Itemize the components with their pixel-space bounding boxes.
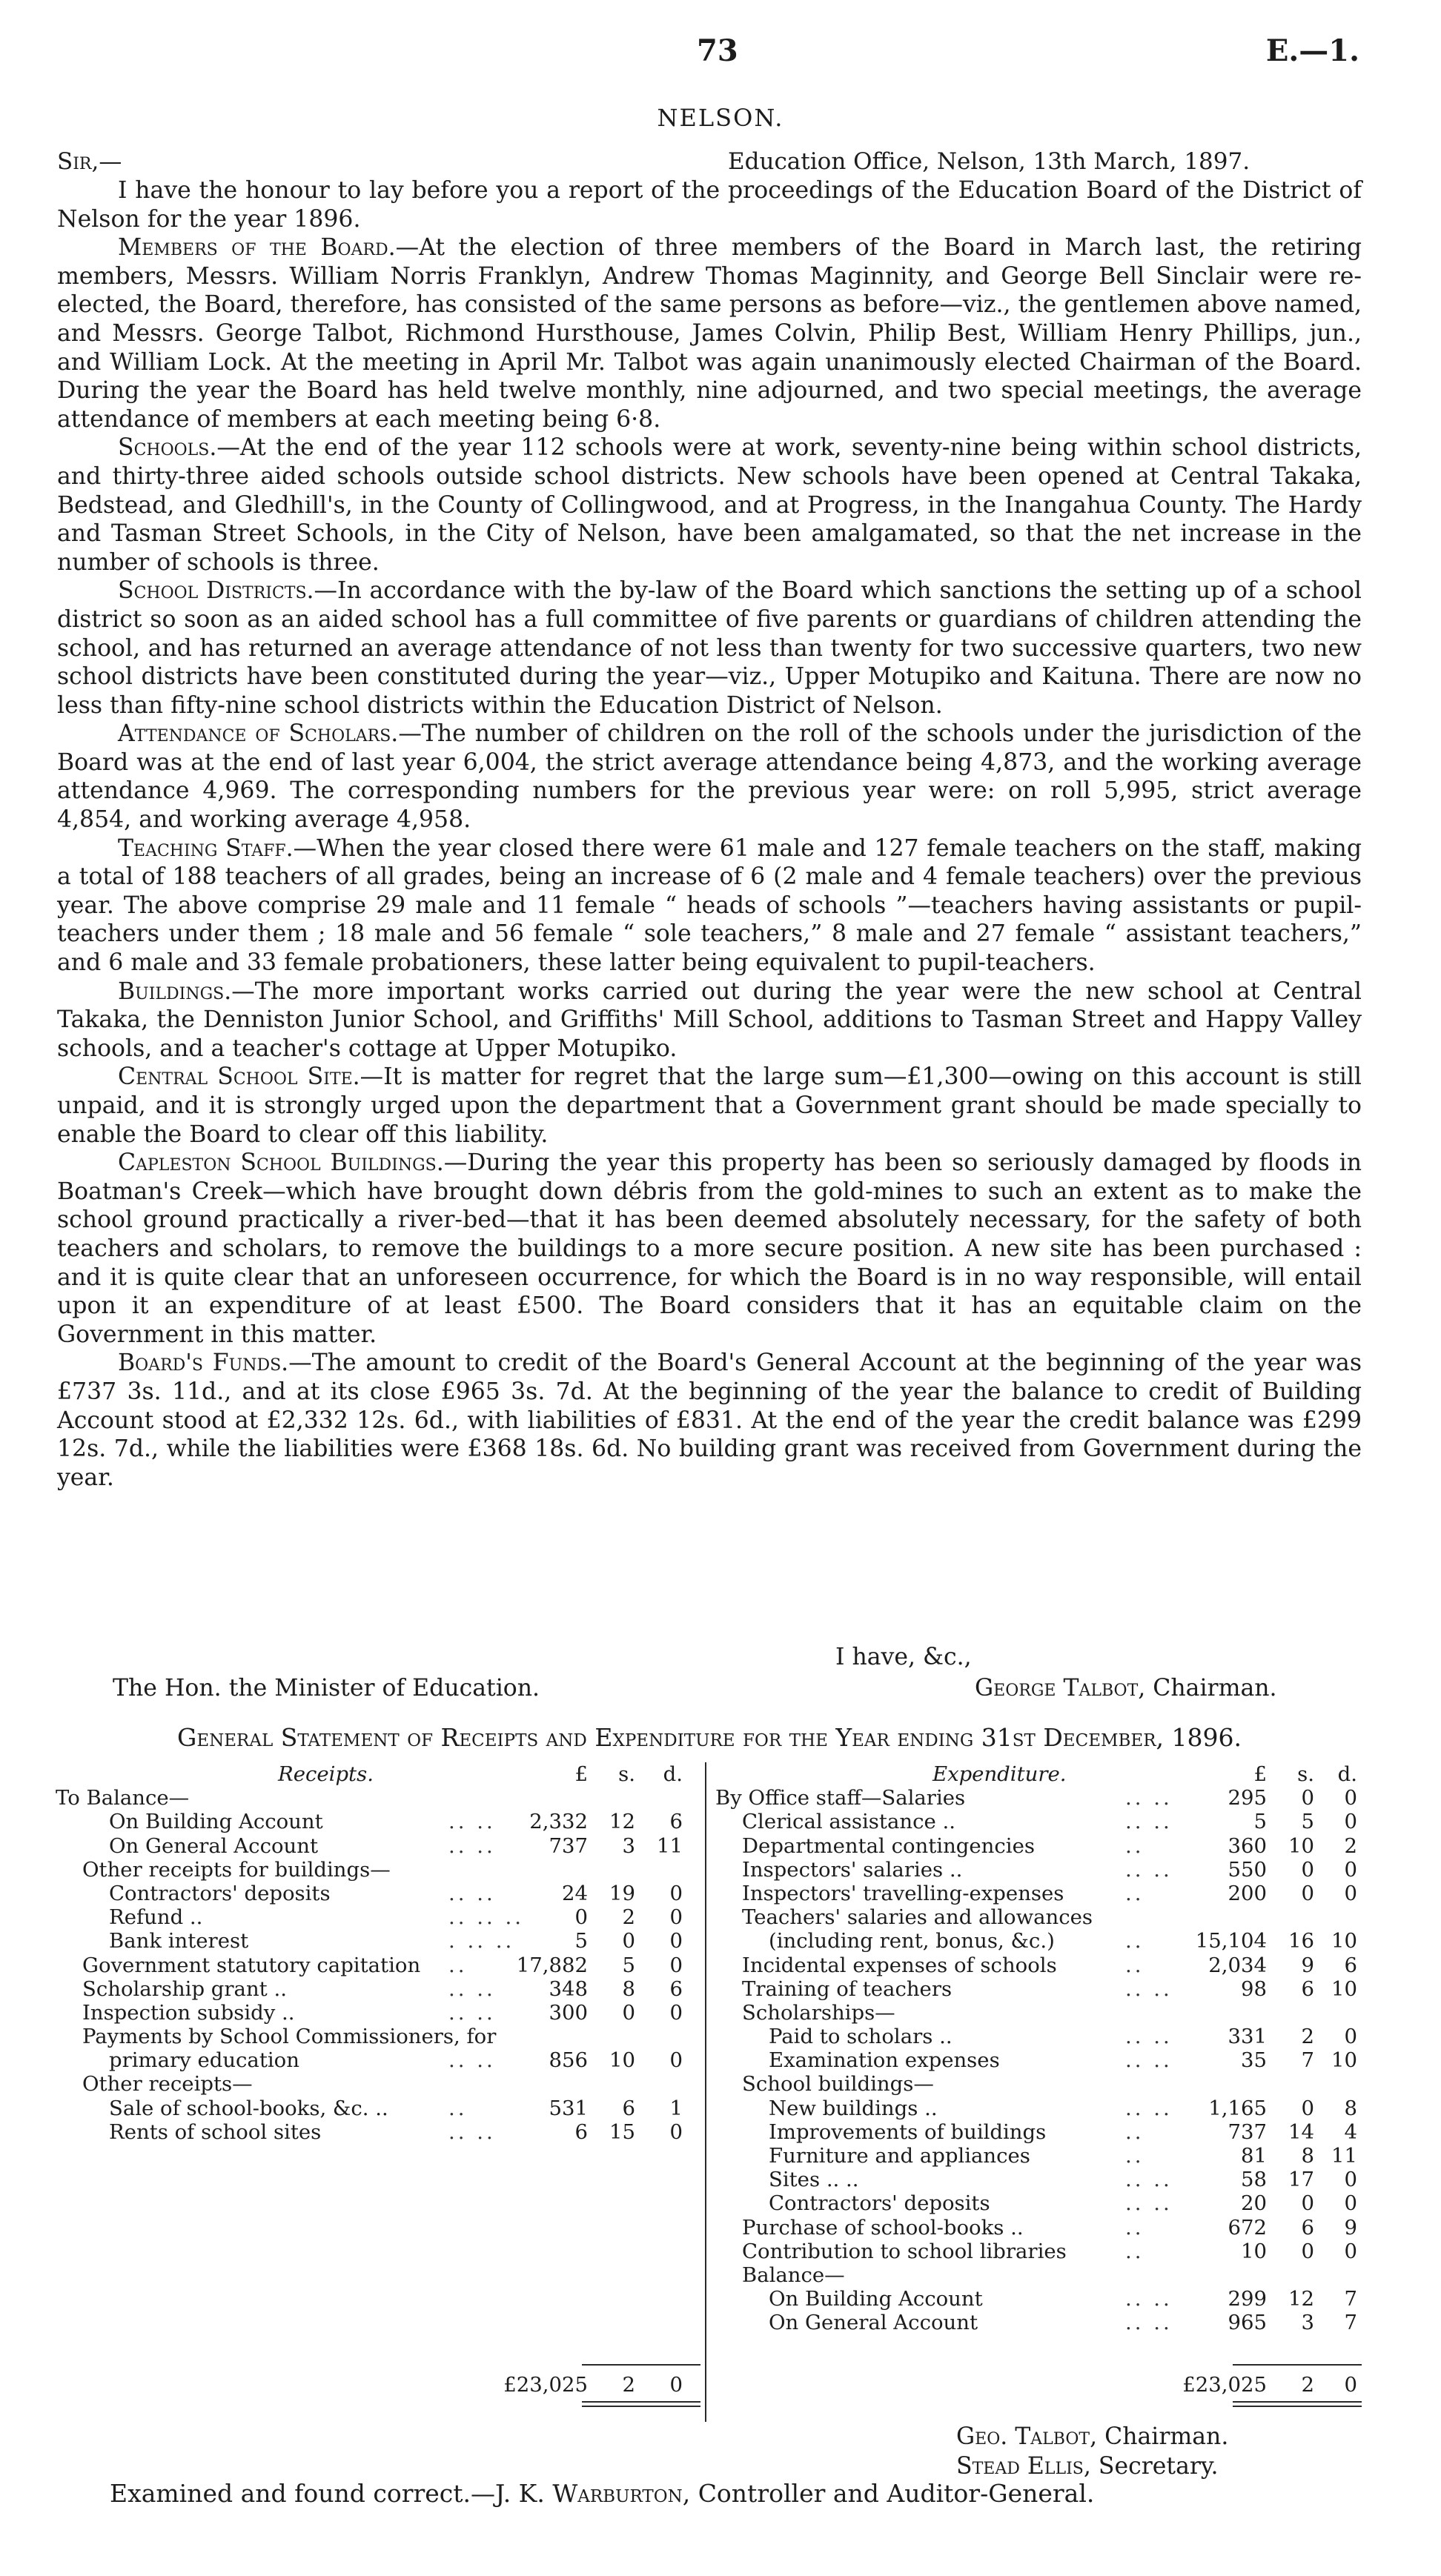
expenditure-total-pounds: £23,025 — [1182, 2373, 1267, 2397]
table-row — [56, 1882, 700, 1905]
closing-phrase: I have, &c., — [835, 1644, 972, 1670]
row-label: Sale of school-books, &c. .. — [109, 2096, 388, 2120]
statement-signatures — [956, 2422, 1371, 2481]
letter-closing — [57, 1644, 1362, 1725]
shillings-cell: 6 — [622, 2096, 635, 2120]
shillings-cell: 8 — [622, 1976, 635, 2001]
salutation: Sir,— — [57, 148, 122, 175]
row-label: Training of teachers — [742, 1976, 953, 2001]
shillings-cell: 2 — [1301, 2025, 1314, 2049]
section-paragraph — [57, 577, 1362, 720]
table-row — [714, 1834, 1362, 1858]
pence-header: d. — [663, 1762, 683, 1786]
table-row — [56, 1977, 700, 2001]
shillings-header: s. — [618, 1762, 635, 1786]
letter-signature — [975, 1675, 1277, 1702]
expenditure-total-row — [714, 2370, 1362, 2400]
table-row — [56, 2048, 700, 2072]
section-heading: Teaching Staff. — [118, 834, 294, 862]
section-heading: Schools. — [118, 434, 217, 462]
row-label: Rents of school sites — [109, 2119, 322, 2144]
section-paragraph — [57, 1149, 1362, 1349]
pounds-cell: 348 — [549, 1976, 588, 2001]
pence-cell: 8 — [1344, 2096, 1357, 2120]
table-row — [56, 1953, 700, 1977]
table-row — [56, 1834, 700, 1858]
leader-dots: . .. .. — [448, 1929, 515, 1953]
section-paragraph — [57, 1349, 1362, 1492]
leader-dots: .. .. — [448, 2119, 496, 2144]
row-label: primary education — [109, 2048, 299, 2073]
row-label: Improvements of buildings — [769, 2119, 1047, 2144]
auditor-name: Warburton, — [552, 2479, 691, 2508]
pounds-cell: 17,882 — [516, 1953, 588, 1977]
row-label: By Office staff—Salaries — [715, 1786, 966, 1810]
receipts-header: Receipts. — [278, 1762, 374, 1786]
row-label: Refund .. — [109, 1905, 203, 1930]
pounds-cell: 20 — [1241, 2191, 1267, 2216]
signatory-name: Geo. Talbot, — [956, 2423, 1098, 2450]
leader-dots: .. .. — [1125, 2168, 1173, 2192]
row-label: On General Account — [109, 1833, 318, 1858]
table-row — [714, 2168, 1362, 2191]
table-row — [714, 2120, 1362, 2144]
section-text: —The more important works carried out during the year were the new school at Central Takaka, the Denniston Junior School, and Griffiths' Mill School, additions to Tasman Street and Happy Valley schools, and a teacher's cottage at Upper Motupiko. — [57, 977, 1362, 1062]
pounds-cell: 35 — [1241, 2048, 1267, 2073]
shillings-cell: 8 — [1301, 2144, 1314, 2168]
row-label: Other receipts for buildings— — [82, 1857, 391, 1882]
table-row — [56, 2097, 700, 2120]
section-paragraph — [57, 1063, 1362, 1149]
shillings-cell: 9 — [1301, 1953, 1314, 1977]
shillings-cell: 0 — [1301, 1857, 1314, 1882]
signatory-role: Secretary. — [1098, 2453, 1219, 2480]
table-row — [714, 1929, 1362, 1953]
leader-dots: .. .. — [1125, 2025, 1173, 2049]
section-text: —At the end of the year 112 schools were at work, seventy-nine being within school districts, and thirty-three aided schools outside school districts. New schools have been opened at Central Takaka, Bedstead, and Gledhill's, in the County of Collingwood, and at Progress, in the Inangahua County. The Hardy and Tasman Street Schools, in the City of Nelson, have been amalgamated, so that the net increase in the number of schools is three. — [57, 434, 1362, 576]
row-label: Balance— — [742, 2263, 845, 2287]
table-row — [714, 1810, 1362, 1833]
page-header — [0, 30, 1441, 74]
pounds-cell: 856 — [549, 2048, 588, 2073]
row-label: Teachers' salaries and allowances — [742, 1905, 1093, 1930]
pounds-cell: 360 — [1228, 1833, 1267, 1858]
table-row — [714, 1977, 1362, 2001]
shillings-cell: 2 — [622, 1905, 635, 1930]
leader-dots: .. .. — [448, 1810, 496, 1834]
dateline: Education Office, Nelson, 13th March, 1897. — [728, 148, 1250, 175]
shillings-cell: 5 — [1301, 1810, 1314, 1834]
pence-cell: 9 — [1344, 2215, 1357, 2240]
receipts-double-rule — [582, 2401, 700, 2403]
row-label: Contractors' deposits — [769, 2191, 990, 2216]
pounds-cell: 737 — [549, 1833, 588, 1858]
expenditure-double-rule — [1233, 2401, 1362, 2403]
shillings-cell: 0 — [622, 1929, 635, 1953]
row-label: Government statutory capitation — [82, 1953, 421, 1977]
receipts-total-row — [56, 2370, 700, 2400]
table-row — [714, 1882, 1362, 1905]
table-row — [56, 2025, 700, 2048]
leader-dots: .. .. — [1125, 2287, 1173, 2311]
pounds-cell: 737 — [1228, 2119, 1267, 2144]
pounds-cell: 10 — [1241, 2239, 1267, 2263]
pounds-cell: 531 — [549, 2096, 588, 2120]
leader-dots: .. — [1125, 1881, 1144, 1905]
leader-dots: .. — [1125, 1833, 1144, 1858]
shillings-cell: 12 — [1288, 2287, 1314, 2311]
statement-title — [57, 1723, 1362, 1752]
table-row — [714, 2097, 1362, 2120]
section-heading: Attendance of Scholars. — [118, 720, 399, 748]
section-heading: Capleston School Buildings. — [118, 1149, 444, 1177]
pounds-cell: 299 — [1228, 2287, 1267, 2311]
section-heading: School Districts. — [118, 577, 314, 605]
table-row — [714, 2287, 1362, 2311]
row-label: Payments by School Commissioners, for — [82, 2025, 497, 2049]
shillings-cell: 3 — [1301, 2311, 1314, 2335]
row-label: Sites .. .. — [769, 2168, 859, 2192]
pence-cell: 4 — [1344, 2119, 1357, 2144]
expenditure-column — [714, 1762, 1362, 2397]
table-row — [714, 1953, 1362, 1977]
pounds-header: £ — [574, 1762, 588, 1786]
row-label: Scholarship grant .. — [82, 1976, 287, 2001]
table-row — [714, 2025, 1362, 2048]
table-row — [714, 2144, 1362, 2168]
statement-title-text: General Statement of Receipts and Expenditure for the Year ending 31st December, 1896. — [176, 1723, 1242, 1752]
pence-cell: 6 — [1344, 1953, 1357, 1977]
audit-line — [110, 2479, 1370, 2508]
section-heading: Central School Site. — [118, 1063, 360, 1091]
table-row — [56, 1929, 700, 1953]
signatory-role: Chairman. — [1104, 2423, 1229, 2450]
pounds-cell: 295 — [1228, 1786, 1267, 1810]
shillings-header: s. — [1297, 1762, 1314, 1786]
pence-cell: 7 — [1344, 2287, 1357, 2311]
pence-cell: 0 — [1344, 2168, 1357, 2192]
leader-dots: .. — [1125, 2239, 1144, 2263]
page-number: 73 — [697, 33, 738, 68]
section-text: —When the year closed there were 61 male and 127 female teachers on the staff, making a total of 188 teachers of all grades, being an increase of 6 (2 male and 4 female teachers) over the previous year. The above comprise 29 male and 11 female “ heads of schools ”—teachers having assistants or pupil-teachers under them ; 18 male and 56 female “ sole teachers,” 8 male and 27 female “ assistant teachers,” and 6 male and 33 female probationers, these latter being equivalent to pupil-teachers. — [57, 834, 1362, 977]
row-label: Furniture and appliances — [769, 2144, 1030, 2168]
row-label: Incidental expenses of schools — [742, 1953, 1057, 1977]
pence-cell: 0 — [1344, 2239, 1357, 2263]
section-paragraph — [57, 720, 1362, 834]
pence-cell: 7 — [1344, 2311, 1357, 2335]
expenditure-total-pence: 0 — [1344, 2373, 1357, 2397]
section-paragraph — [57, 977, 1362, 1063]
table-row — [714, 2263, 1362, 2287]
leader-dots: .. .. — [1125, 1857, 1173, 1882]
pounds-cell: 6 — [574, 2119, 588, 2144]
pounds-cell: 24 — [562, 1881, 588, 1905]
row-label: (including rent, bonus, &c.) — [769, 1929, 1055, 1953]
table-row — [714, 2001, 1362, 2025]
row-label: To Balance— — [56, 1786, 190, 1810]
pence-cell: 10 — [1331, 1929, 1357, 1953]
table-row — [56, 2072, 700, 2096]
pounds-cell: 200 — [1228, 1881, 1267, 1905]
row-label: Inspectors' salaries .. — [742, 1857, 963, 1882]
table-row — [714, 1905, 1362, 1929]
table-row — [714, 2072, 1362, 2096]
leader-dots: .. .. — [1125, 2048, 1173, 2073]
pounds-cell: 15,104 — [1195, 1929, 1267, 1953]
row-label: Paid to scholars .. — [769, 2025, 953, 2049]
pounds-cell: 0 — [574, 1905, 588, 1930]
table-row — [56, 2120, 700, 2144]
pence-cell: 0 — [669, 2000, 683, 2025]
shillings-cell: 0 — [1301, 2096, 1314, 2120]
row-label: On Building Account — [769, 2287, 983, 2311]
shillings-cell: 3 — [622, 1833, 635, 1858]
signatory-name: Stead Ellis, — [956, 2453, 1091, 2480]
leader-dots: .. — [1125, 1953, 1144, 1977]
table-row — [714, 2216, 1362, 2240]
section-text: —It is matter for regret that the large sum—£1,300—owing on this account is still unpaid, and it is strongly urged upon the department that a Government grant should be made specially to enable the Board to clear off this liability. — [57, 1063, 1362, 1148]
pence-cell: 0 — [1344, 1810, 1357, 1834]
leader-dots: .. .. — [1125, 2311, 1173, 2335]
shillings-cell: 7 — [1301, 2048, 1314, 2073]
section-text: —At the election of three members of the Board in March last, the retiring members, Messrs. William Norris Franklyn, Andrew Thomas Maginnity, and George Bell Sinclair were re-elected, the Board, therefore, has consisted of the same persons as before—viz., the gentlemen above named, and Messrs. George Talbot, Richmond Hursthouse, James Colvin, Philip Best, William Henry Phillips, jun., and William Lock. At the meeting in April Mr. Talbot was again unanimously elected Chairman of the Board. During the year the Board has held twelve monthly, nine adjourned, and two special meetings, the average attendance of members at each meeting being 6·8. — [57, 234, 1362, 433]
table-row — [56, 1810, 700, 1833]
section-heading: Buildings. — [118, 977, 232, 1005]
section-text: —In accordance with the by-law of the Board which sanctions the setting up of a school district so soon as an aided school has a full committee of five parents or guardians of children attending the school, and has returned an average attendance of not less than twenty for two successive quarters, two new school districts have been constituted during the year—viz., Upper Motupiko and Kaituna. There are now no less than fifty-nine school districts within the Education District of Nelson. — [57, 577, 1362, 719]
expenditure-double-rule — [1233, 2406, 1362, 2407]
pence-header: d. — [1337, 1762, 1357, 1786]
leader-dots: .. .. — [1125, 2191, 1173, 2216]
row-label: Other receipts— — [82, 2072, 253, 2097]
shillings-cell: 0 — [1301, 1786, 1314, 1810]
pounds-cell: 2,332 — [529, 1810, 588, 1834]
table-row — [56, 1786, 700, 1810]
shillings-cell: 19 — [609, 1881, 635, 1905]
shillings-cell: 16 — [1288, 1929, 1314, 1953]
section-heading: Members of the Board. — [118, 234, 396, 262]
table-row — [714, 1858, 1362, 1882]
pence-cell: 10 — [1331, 2048, 1357, 2073]
row-label: School buildings— — [742, 2072, 934, 2097]
leader-dots: .. .. — [448, 2000, 496, 2025]
leader-dots: .. — [1125, 2119, 1144, 2144]
column-divider — [705, 1762, 706, 2422]
leader-dots: .. .. — [1125, 2096, 1173, 2120]
receipts-expenditure-table — [56, 1762, 1362, 2422]
pence-cell: 11 — [657, 1833, 683, 1858]
section-paragraph — [57, 434, 1362, 577]
receipts-column — [56, 1762, 700, 2397]
pence-cell: 0 — [669, 1905, 683, 1930]
pence-cell: 10 — [1331, 1976, 1357, 2001]
signature-line — [956, 2451, 1371, 2481]
pounds-cell: 58 — [1241, 2168, 1267, 2192]
leader-dots: .. .. — [448, 1833, 496, 1858]
pence-cell: 0 — [669, 2119, 683, 2144]
pounds-cell: 98 — [1241, 1976, 1267, 2001]
leader-dots: .. .. — [448, 1976, 496, 2001]
pounds-header: £ — [1253, 1762, 1267, 1786]
pounds-cell: 331 — [1228, 2025, 1267, 2049]
section-paragraph — [57, 834, 1362, 977]
pounds-cell: 965 — [1228, 2311, 1267, 2335]
leader-dots: .. — [1125, 2144, 1144, 2168]
leader-dots: .. — [1125, 1929, 1144, 1953]
pence-cell: 0 — [669, 1881, 683, 1905]
row-label: Contractors' deposits — [109, 1881, 331, 1905]
salutation-row — [57, 148, 1391, 178]
leader-dots: .. .. — [1125, 1976, 1173, 2001]
leader-dots: .. — [448, 2096, 468, 2120]
pence-cell: 0 — [669, 1953, 683, 1977]
pounds-cell: 5 — [1253, 1810, 1267, 1834]
pence-cell: 6 — [669, 1810, 683, 1834]
shillings-cell: 17 — [1288, 2168, 1314, 2192]
table-row — [56, 2001, 700, 2025]
shillings-cell: 0 — [1301, 1881, 1314, 1905]
pence-cell: 0 — [669, 2048, 683, 2073]
row-label: On Building Account — [109, 1810, 323, 1834]
row-label: Departmental contingencies — [742, 1833, 1035, 1858]
table-row — [714, 2240, 1362, 2263]
region-heading: NELSON. — [657, 104, 784, 132]
expenditure-total-shillings: 2 — [1301, 2373, 1314, 2397]
table-row — [714, 2048, 1362, 2072]
leader-dots: .. — [1125, 2215, 1144, 2240]
signer-role: Chairman. — [1153, 1675, 1277, 1702]
intro-paragraph: I have the honour to lay before you a report of the proceedings of the Education Board of the District of Nelson for the year 1896. — [57, 177, 1362, 233]
leader-dots: .. — [448, 1953, 468, 1977]
shillings-cell: 15 — [609, 2119, 635, 2144]
row-label: Inspection subsidy .. — [82, 2000, 295, 2025]
shillings-cell: 6 — [1301, 1976, 1314, 2001]
leader-dots: .. .. — [1125, 1786, 1173, 1810]
leader-dots: .. .. — [1125, 1810, 1173, 1834]
pounds-cell: 2,034 — [1208, 1953, 1267, 1977]
row-label: New buildings .. — [769, 2096, 938, 2120]
pence-cell: 2 — [1344, 1833, 1357, 1858]
pounds-cell: 550 — [1228, 1857, 1267, 1882]
shillings-cell: 14 — [1288, 2119, 1314, 2144]
pence-cell: 0 — [1344, 1857, 1357, 1882]
expenditure-header-row — [714, 1762, 1362, 1786]
shillings-cell: 0 — [1301, 2191, 1314, 2216]
receipts-total-rule — [582, 2364, 700, 2366]
row-label: Inspectors' travelling-expenses — [742, 1881, 1064, 1905]
leader-dots: .. .. — [448, 1881, 496, 1905]
pence-cell: 6 — [669, 1976, 683, 2001]
pence-cell: 1 — [669, 2096, 683, 2120]
shillings-cell: 12 — [609, 1810, 635, 1834]
receipts-total-shillings: 2 — [622, 2373, 635, 2397]
row-label: Examination expenses — [769, 2048, 1000, 2073]
section-heading: Board's Funds. — [118, 1350, 289, 1377]
table-row — [56, 1858, 700, 1882]
table-row — [56, 1905, 700, 1929]
pounds-cell: 672 — [1228, 2215, 1267, 2240]
leader-dots: .. .. — [448, 2048, 496, 2073]
row-label: Scholarships— — [742, 2000, 895, 2025]
expenditure-rows — [714, 1786, 1362, 2334]
receipts-total-pence: 0 — [669, 2373, 683, 2397]
receipts-total-pounds: £23,025 — [503, 2373, 588, 2397]
signer-name: George Talbot, — [975, 1675, 1146, 1702]
pence-cell: 0 — [1344, 2025, 1357, 2049]
section-text: —The number of children on the roll of the schools under the jurisdiction of the Board was at the end of last year 6,004, the strict average attendance being 4,873, and the working average attendance 4,969. The corresponding numbers for the previous year were: on roll 5,995, strict average 4,854, and working average 4,958. — [57, 720, 1362, 834]
section-paragraph — [57, 233, 1362, 434]
expenditure-total-rule — [1233, 2364, 1362, 2366]
row-label: Purchase of school-books .. — [742, 2215, 1024, 2240]
table-row — [714, 2191, 1362, 2215]
leader-dots: .. .. .. — [448, 1905, 524, 1930]
shillings-cell: 10 — [609, 2048, 635, 2073]
row-label: Contribution to school libraries — [742, 2239, 1067, 2263]
table-row — [714, 1786, 1362, 1810]
pence-cell: 0 — [1344, 1881, 1357, 1905]
section-text: —The amount to credit of the Board's General Account at the beginning of the year was £737 3s. 11d., and at its close £965 3s. 7d. At the beginning of the year the balance to credit of Building Account stood at £2,332 12s. 6d., with liabilities of £831. At the end of the year the credit balance was £299 12s. 7d., while the liabilities were £368 18s. 6d. No building grant was received from Government during the year. — [57, 1350, 1362, 1491]
addressee: The Hon. the Minister of Education. — [113, 1675, 540, 1702]
series-code: E.—1. — [1265, 33, 1359, 68]
receipts-double-rule — [582, 2406, 700, 2407]
signature-line — [956, 2422, 1371, 2451]
pounds-cell: 5 — [574, 1929, 588, 1953]
receipts-rows — [56, 1786, 700, 2144]
shillings-cell: 0 — [1301, 2239, 1314, 2263]
pence-cell: 0 — [669, 1929, 683, 1953]
audit-suffix: Controller and Auditor-General. — [698, 2479, 1095, 2508]
table-row — [714, 2311, 1362, 2334]
section-text: —During the year this property has been so seriously damaged by floods in Boatman's Creek—which have brought down débris from the gold-mines to such an extent as to make the school ground practically a river-bed—that it has been deemed absolutely necessary, for the safety of both teachers and scholars, to remove the buildings to a more secure position. A new site has been purchased : and it is quite clear that an unforeseen occurrence, for which the Board is in no way responsible, will entail upon it an expenditure of at least £500. The Board considers that it has an equitable claim on the Government in this matter. — [57, 1149, 1362, 1348]
shillings-cell: 5 — [622, 1953, 635, 1977]
audit-prefix: Examined and found correct.—J. K. — [110, 2479, 545, 2508]
row-label: Bank interest — [109, 1929, 249, 1953]
shillings-cell: 6 — [1301, 2215, 1314, 2240]
pounds-cell: 1,165 — [1208, 2096, 1267, 2120]
pence-cell: 11 — [1331, 2144, 1357, 2168]
expenditure-header: Expenditure. — [932, 1762, 1067, 1786]
row-label: On General Account — [769, 2311, 978, 2335]
pounds-cell: 81 — [1241, 2144, 1267, 2168]
pence-cell: 0 — [1344, 2191, 1357, 2216]
shillings-cell: 0 — [622, 2000, 635, 2025]
shillings-cell: 10 — [1288, 1833, 1314, 1858]
letter-body — [57, 176, 1362, 1492]
receipts-header-row — [56, 1762, 700, 1786]
pence-cell: 0 — [1344, 1786, 1357, 1810]
pounds-cell: 300 — [549, 2000, 588, 2025]
row-label: Clerical assistance .. — [742, 1810, 955, 1834]
